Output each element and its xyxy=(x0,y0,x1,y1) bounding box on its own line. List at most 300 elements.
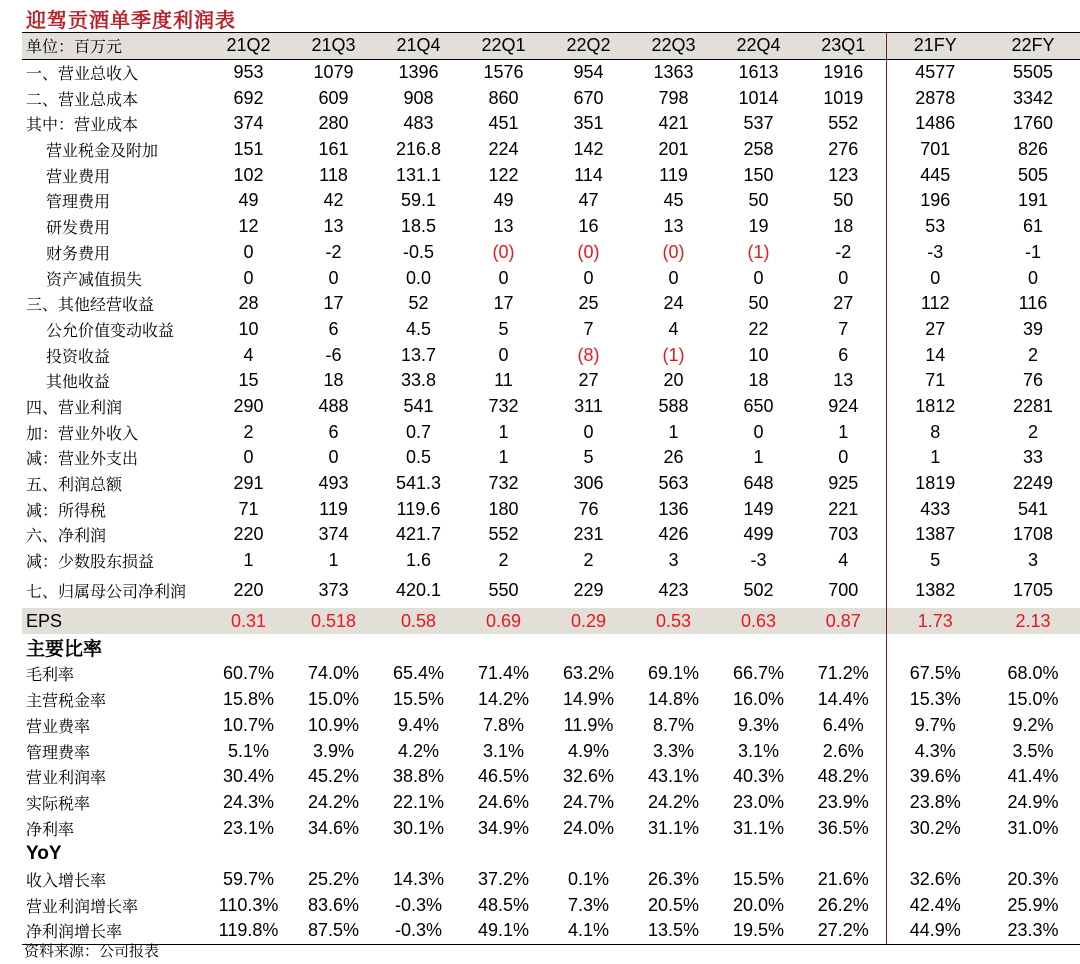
table-cell: 1019 xyxy=(823,87,864,108)
table-cell: 10 xyxy=(748,344,769,365)
table-cell: 25 xyxy=(578,293,599,314)
table-cell: 670 xyxy=(573,87,604,108)
table-cell: 2281 xyxy=(1012,395,1054,416)
table-cell: 563 xyxy=(658,473,689,494)
ratio-row xyxy=(22,661,1080,687)
table-cell: 15.0% xyxy=(1007,689,1059,710)
table-cell: 27.2% xyxy=(801,918,886,944)
table-cell: 50 xyxy=(833,190,854,211)
table-cell: 30.2% xyxy=(886,815,984,841)
table-cell: -1 xyxy=(1024,241,1041,262)
table-row xyxy=(22,471,1080,497)
table-cell: 860 xyxy=(488,87,519,108)
table-cell: -2 xyxy=(325,241,342,262)
table-cell: 5 xyxy=(498,318,509,339)
table-cell: 196 xyxy=(886,188,984,214)
empty-cell xyxy=(206,634,291,661)
row-label: 主营税金率 xyxy=(26,691,107,711)
table-cell: 10.7% xyxy=(222,714,275,735)
table-cell: 0.1% xyxy=(567,868,610,889)
table-cell: 33.8 xyxy=(400,370,437,391)
row-label: 财务费用 xyxy=(46,243,111,263)
table-cell: 16 xyxy=(578,216,599,237)
table-cell: 59.7% xyxy=(222,868,275,889)
table-cell: 588 xyxy=(658,395,689,416)
table-cell: 20.0% xyxy=(732,894,785,915)
table-cell: -3 xyxy=(886,240,984,266)
table-cell: 40.3% xyxy=(732,766,785,787)
yoy-row xyxy=(22,892,1080,918)
table-cell: 351 xyxy=(573,113,604,134)
table-cell: 23.3% xyxy=(984,918,1080,944)
table-cell: 306 xyxy=(573,473,604,494)
row-label: 主要比率 xyxy=(26,639,103,661)
table-cell: 732 xyxy=(488,395,519,416)
table-cell: 122 xyxy=(488,164,519,185)
table-cell: 39.6% xyxy=(886,764,984,790)
table-cell: 5 xyxy=(886,548,984,574)
table-cell: 24.6% xyxy=(477,791,530,812)
table-cell: 373 xyxy=(318,580,349,601)
table-cell: 537 xyxy=(743,113,774,134)
table-cell: 3 xyxy=(668,550,679,571)
table-cell: 31.1% xyxy=(647,817,700,838)
table-cell: 53 xyxy=(886,214,984,240)
yoy-row xyxy=(22,867,1080,893)
table-cell: 732 xyxy=(488,473,519,494)
row-label: 净利润增长率 xyxy=(22,918,206,944)
table-cell: 374 xyxy=(318,524,349,545)
table-cell: 0.7 xyxy=(405,421,432,442)
table-cell: 149 xyxy=(743,498,774,519)
row-label: 减：所得税 xyxy=(26,500,107,520)
table-cell: 43.1% xyxy=(647,766,700,787)
table-cell: 131.1 xyxy=(395,164,442,185)
table-cell: 541.3 xyxy=(395,473,442,494)
row-label: 其中：营业成本 xyxy=(26,115,139,135)
row-label: 管理费用 xyxy=(46,192,111,212)
table-cell: 21Q3 xyxy=(291,33,376,60)
row-label: 六、净利润 xyxy=(26,526,107,546)
table-cell: 14.9% xyxy=(562,689,615,710)
table-cell: 24.2% xyxy=(647,791,700,812)
ratio-row xyxy=(22,764,1080,790)
table-cell: 1 xyxy=(753,447,764,468)
table-cell: 71.2% xyxy=(817,663,869,684)
table-cell: 483 xyxy=(403,113,434,134)
table-cell: 10.9% xyxy=(307,714,360,735)
table-cell: 17 xyxy=(323,293,344,314)
empty-cell xyxy=(291,634,376,661)
table-cell: 42 xyxy=(323,190,344,211)
table-cell: 924 xyxy=(828,395,859,416)
ratio-row xyxy=(22,713,1080,739)
table-cell: 1916 xyxy=(823,62,864,83)
table-title: 迎驾贡酒单季度利润表 xyxy=(26,8,236,32)
table-cell: 552 xyxy=(828,113,859,134)
table-cell: 118 xyxy=(319,164,348,185)
table-cell: 26.2% xyxy=(817,894,869,915)
table-cell: 47 xyxy=(578,190,599,211)
table-cell: 1.73 xyxy=(886,608,984,634)
table-cell: 34.6% xyxy=(307,817,360,838)
table-cell: 27 xyxy=(886,317,984,343)
table-cell: 71 xyxy=(886,368,984,394)
table-row xyxy=(22,137,1080,163)
table-cell: 22 xyxy=(748,318,769,339)
table-cell: -2 xyxy=(835,241,852,262)
table-cell: 6 xyxy=(838,344,849,365)
table-cell: 954 xyxy=(573,62,604,83)
table-cell: 9.4% xyxy=(397,714,440,735)
table-cell: -0.3% xyxy=(394,894,443,915)
table-cell: 50 xyxy=(748,190,769,211)
table-cell: -6 xyxy=(325,344,342,365)
table-cell: 10 xyxy=(238,318,259,339)
table-row xyxy=(22,317,1080,343)
table-cell: 4.1% xyxy=(546,918,631,944)
table-cell: 1 xyxy=(886,445,984,471)
row-label: 营业税金及附加 xyxy=(46,141,159,161)
table-cell: 1486 xyxy=(886,111,984,137)
table-cell: 1819 xyxy=(886,471,984,497)
row-label: EPS xyxy=(22,608,206,634)
table-cell: 0 xyxy=(838,447,849,468)
table-cell: 41.4% xyxy=(1007,766,1059,787)
table-cell: 15 xyxy=(238,370,259,391)
row-label: 五、利润总额 xyxy=(26,475,123,495)
table-cell: 0.29 xyxy=(546,608,631,634)
table-cell: 71 xyxy=(238,498,259,519)
table-cell: 3.3% xyxy=(652,740,695,761)
table-cell: 224 xyxy=(488,139,519,160)
table-cell: 119.8% xyxy=(206,918,291,944)
row-label: 三、其他经营收益 xyxy=(26,295,155,315)
row-label: 一、营业总收入 xyxy=(26,64,139,84)
table-row xyxy=(22,291,1080,317)
table-cell: 24.0% xyxy=(562,817,615,838)
table-cell: 21.6% xyxy=(817,868,869,889)
table-cell: 700 xyxy=(828,580,859,601)
row-label: 减：营业外支出 xyxy=(26,449,139,469)
table-row xyxy=(22,240,1080,266)
table-cell: 30.4% xyxy=(222,766,275,787)
table-cell: 420.1 xyxy=(395,580,442,601)
table-cell: 13.7 xyxy=(400,344,437,365)
ratio-row xyxy=(22,738,1080,764)
table-cell: 499 xyxy=(743,524,774,545)
table-cell: 493 xyxy=(318,473,349,494)
table-cell: 11.9% xyxy=(563,714,614,735)
table-cell: 1 xyxy=(498,421,509,442)
table-cell: 1.6 xyxy=(405,550,432,571)
table-cell: 52 xyxy=(408,293,429,314)
table-cell: 433 xyxy=(886,496,984,522)
table-cell: 0 xyxy=(668,267,679,288)
table-cell: 114 xyxy=(574,164,603,185)
row-label: 营业费用 xyxy=(46,166,111,186)
table-cell: 123 xyxy=(828,164,859,185)
table-cell: 648 xyxy=(743,473,774,494)
table-cell: 31.0% xyxy=(1007,817,1059,838)
table-cell: -3 xyxy=(750,550,767,571)
table-row xyxy=(22,59,1080,85)
table-cell: 22.1% xyxy=(392,791,445,812)
table-row xyxy=(22,111,1080,137)
table-cell: 798 xyxy=(658,87,689,108)
table-cell: 9.2% xyxy=(1012,714,1054,735)
table-cell: 7 xyxy=(583,318,594,339)
table-cell: 826 xyxy=(1017,139,1049,160)
ratio-row xyxy=(22,687,1080,713)
row-label: 营业利润率 xyxy=(26,768,107,788)
table-cell: 0 xyxy=(498,267,509,288)
table-cell: 0 xyxy=(886,265,984,291)
table-cell: 15.5% xyxy=(392,689,445,710)
table-cell: 220 xyxy=(233,580,264,601)
table-cell: 151 xyxy=(233,139,264,160)
table-cell: 11 xyxy=(494,370,513,391)
table-cell: 21Q2 xyxy=(206,33,291,60)
table-cell: 2.6% xyxy=(822,740,864,761)
table-cell: 1812 xyxy=(886,394,984,420)
table-cell: 180 xyxy=(488,498,519,519)
table-cell: 1382 xyxy=(886,573,984,608)
table-cell: 68.0% xyxy=(1007,663,1059,684)
empty-cell xyxy=(886,634,984,661)
table-cell: 110.3% xyxy=(218,894,279,915)
empty-cell xyxy=(716,634,801,661)
table-cell: 34.9% xyxy=(477,817,530,838)
empty-cell xyxy=(631,634,716,661)
table-cell: 0 xyxy=(243,447,254,468)
table-cell: 23.0% xyxy=(732,791,785,812)
table-row xyxy=(22,573,1080,608)
table-cell: 38.8% xyxy=(392,766,445,787)
table-cell: 0 xyxy=(583,421,594,442)
row-label: 投资收益 xyxy=(46,346,111,366)
table-cell: 15.3% xyxy=(886,687,984,713)
empty-cell xyxy=(376,634,461,661)
table-cell: 451 xyxy=(488,113,519,134)
table-cell: 69.1% xyxy=(647,663,700,684)
table-cell: 1 xyxy=(243,550,254,571)
table-cell: -0.5 xyxy=(402,241,435,262)
row-label: 减：少数股东损益 xyxy=(26,552,155,572)
table-cell: 1760 xyxy=(1012,113,1054,134)
table-cell: 45 xyxy=(663,190,684,211)
table-cell: 8 xyxy=(886,419,984,445)
section-header-ratios xyxy=(22,634,1080,661)
table-cell: 119.6 xyxy=(396,498,441,519)
table-row xyxy=(22,214,1080,240)
table-cell: 13 xyxy=(493,216,514,237)
empty-cell xyxy=(716,841,801,867)
table-cell: 6 xyxy=(328,421,339,442)
table-cell: 4.9% xyxy=(567,740,610,761)
empty-cell xyxy=(291,841,376,867)
table-cell: 1387 xyxy=(886,522,984,548)
table-row xyxy=(22,368,1080,394)
table-cell: (0) xyxy=(492,241,515,262)
table-cell: 14 xyxy=(886,342,984,368)
table-cell: 76 xyxy=(1022,370,1044,391)
table-cell: 609 xyxy=(318,87,349,108)
table-cell: 7 xyxy=(838,318,849,339)
table-cell: 25.9% xyxy=(1007,894,1059,915)
table-cell: 15.5% xyxy=(732,868,785,889)
table-cell: 280 xyxy=(318,113,349,134)
table-cell: 45.2% xyxy=(307,766,360,787)
table-cell: 4 xyxy=(668,318,679,339)
table-cell: 32.6% xyxy=(562,766,615,787)
empty-cell xyxy=(886,841,984,867)
table-cell: (1) xyxy=(747,241,770,262)
row-label: 其他收益 xyxy=(46,372,111,392)
table-cell: 36.5% xyxy=(817,817,869,838)
table-cell: 20.3% xyxy=(1007,868,1059,889)
table-cell: 3.5% xyxy=(1012,740,1054,761)
table-cell: 2 xyxy=(583,550,594,571)
row-label: YoY xyxy=(26,842,62,864)
table-cell: 2 xyxy=(1027,344,1038,365)
table-cell: 17 xyxy=(493,293,514,314)
table-cell: 5.1% xyxy=(227,740,270,761)
table-cell: 59.1 xyxy=(400,190,437,211)
table-cell: 1613 xyxy=(738,62,779,83)
table-cell: 2 xyxy=(243,421,254,442)
table-cell: 19.5% xyxy=(716,918,801,944)
table-cell: 0 xyxy=(243,267,254,288)
row-label: 实际税率 xyxy=(26,793,91,813)
row-label: 二、营业总成本 xyxy=(26,89,139,109)
table-cell: 229 xyxy=(573,580,604,601)
table-cell: 6.4% xyxy=(822,714,864,735)
table-cell: 2249 xyxy=(1012,473,1054,494)
table-cell: 2878 xyxy=(886,85,984,111)
table-row xyxy=(22,445,1080,471)
table-cell: 4.2% xyxy=(397,740,440,761)
source-note: 资料来源：公司报表 xyxy=(24,942,160,960)
table-cell: 421.7 xyxy=(395,524,442,545)
table-cell: 0 xyxy=(838,267,849,288)
table-cell: 18 xyxy=(833,216,854,237)
table-cell: 0 xyxy=(583,267,594,288)
row-label: 资产减值损失 xyxy=(46,269,143,289)
table-cell: 426 xyxy=(658,524,689,545)
table-cell: 0.53 xyxy=(631,608,716,634)
table-cell: 276 xyxy=(828,139,859,160)
table-cell: 136 xyxy=(658,498,689,519)
table-row xyxy=(22,496,1080,522)
table-cell: 22Q3 xyxy=(631,33,716,60)
table-cell: 66.7% xyxy=(732,663,785,684)
empty-cell xyxy=(461,634,546,661)
table-cell: 5 xyxy=(583,447,594,468)
table-cell: 65.4% xyxy=(392,663,445,684)
table-cell: 552 xyxy=(488,524,519,545)
table-cell: 13 xyxy=(663,216,684,237)
table-cell: 1014 xyxy=(738,87,779,108)
income-statement-table xyxy=(22,32,1059,945)
table-cell: 0.58 xyxy=(376,608,461,634)
table-cell: 26 xyxy=(663,447,684,468)
table-cell: (0) xyxy=(577,241,600,262)
table-row xyxy=(22,85,1080,111)
row-label: 四、营业利润 xyxy=(26,397,123,417)
table-cell: 33 xyxy=(1022,447,1044,468)
table-cell: 26.3% xyxy=(647,868,700,889)
table-cell: 83.6% xyxy=(307,894,360,915)
table-cell: 27 xyxy=(833,293,854,314)
empty-cell xyxy=(546,634,631,661)
table-cell: 291 xyxy=(233,473,264,494)
table-cell: 48.2% xyxy=(817,766,869,787)
table-cell: 1363 xyxy=(653,62,694,83)
table-cell: 14.8% xyxy=(647,689,700,710)
table-cell: 12 xyxy=(238,216,259,237)
table-cell: 1705 xyxy=(1012,580,1054,601)
table-cell: 112 xyxy=(886,291,984,317)
row-label: 加：营业外收入 xyxy=(26,423,139,443)
table-cell: 24.7% xyxy=(562,791,615,812)
empty-cell xyxy=(984,841,1080,867)
table-cell: 4577 xyxy=(886,59,984,85)
row-label: 营业费率 xyxy=(26,716,91,736)
table-cell: 50 xyxy=(748,293,769,314)
table-cell: 24 xyxy=(663,293,684,314)
table-cell: 0 xyxy=(753,421,764,442)
row-label: 营业利润增长率 xyxy=(26,896,139,916)
table-cell: 28 xyxy=(238,293,259,314)
table-cell: 87.5% xyxy=(291,918,376,944)
table-cell: 703 xyxy=(828,524,859,545)
row-label: 公允价值变动收益 xyxy=(46,320,175,340)
empty-cell xyxy=(631,841,716,867)
table-cell: 9.7% xyxy=(886,713,984,739)
row-label: 单位：百万元 xyxy=(22,33,206,60)
table-cell: 13 xyxy=(833,370,854,391)
table-cell: 21FY xyxy=(886,33,984,60)
table-cell: 4 xyxy=(838,550,849,571)
table-cell: 15.0% xyxy=(307,689,360,710)
empty-cell xyxy=(206,841,291,867)
table-cell: 1 xyxy=(838,421,849,442)
table-cell: 0.87 xyxy=(801,608,886,634)
table-cell: 925 xyxy=(828,473,859,494)
table-cell: 13.5% xyxy=(631,918,716,944)
table-cell: 231 xyxy=(573,524,604,545)
table-cell: 37.2% xyxy=(477,868,530,889)
table-cell: 67.5% xyxy=(886,661,984,687)
table-cell: 18.5 xyxy=(400,216,437,237)
table-cell: 0.518 xyxy=(291,608,376,634)
empty-cell xyxy=(801,841,886,867)
table-cell: 0.5 xyxy=(405,447,432,468)
table-cell: 0.31 xyxy=(206,608,291,634)
table-cell: 1 xyxy=(668,421,679,442)
table-cell: 258 xyxy=(743,139,774,160)
table-cell: 1576 xyxy=(483,62,524,83)
table-cell: 692 xyxy=(233,87,264,108)
table-cell: (8) xyxy=(577,344,600,365)
yoy-row xyxy=(22,918,1080,944)
table-cell: 21Q4 xyxy=(376,33,461,60)
table-cell: 3.1% xyxy=(737,740,780,761)
table-cell: 24.9% xyxy=(1007,791,1059,812)
table-cell: 541 xyxy=(1017,498,1049,519)
table-cell: 550 xyxy=(488,580,519,601)
